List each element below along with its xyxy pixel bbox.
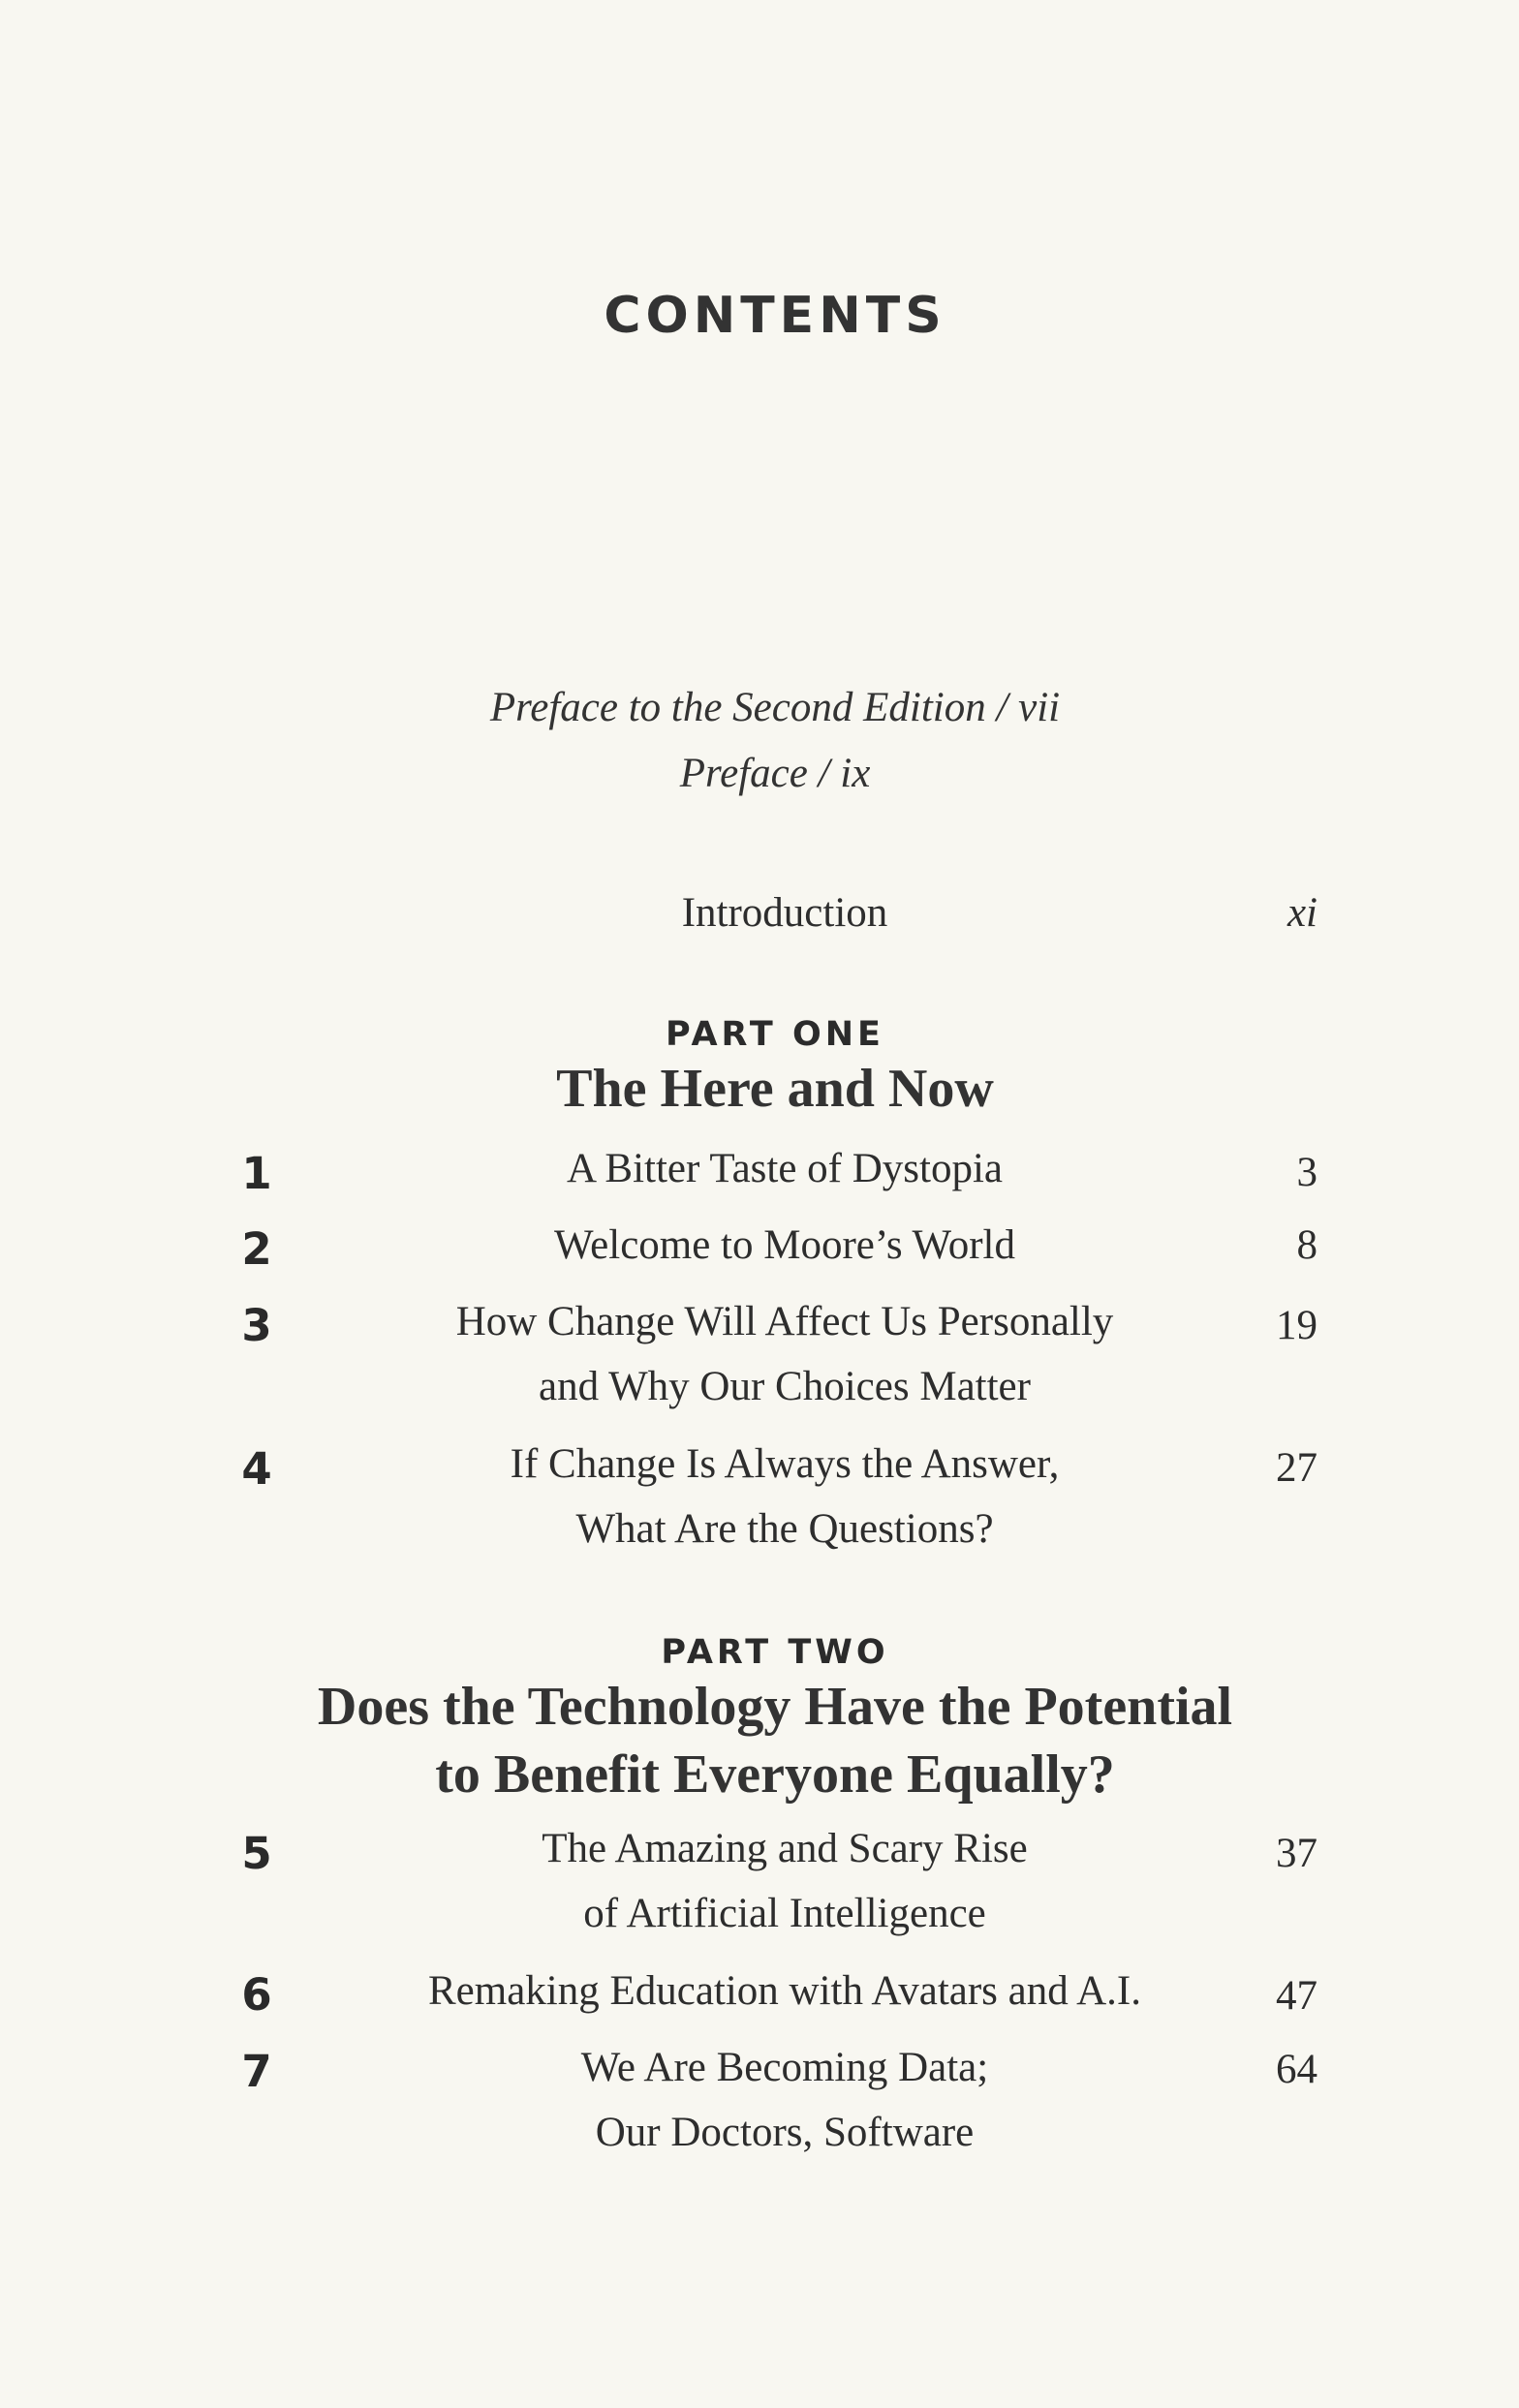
part-one-label: PART ONE [666,1015,884,1054]
preface-second-edition-entry: Preface to the Second Edition / vii [489,685,1061,730]
chapter-5-title-line-2: of Artificial Intelligence [583,1891,986,1936]
part-two-title-line-2: to Benefit Everyone Equally? [435,1744,1115,1805]
chapter-5-number: 5 [241,1828,272,1879]
chapter-5-title-line-1: The Amazing and Scary Rise [542,1826,1028,1871]
chapter-7-title-line-2: Our Doctors, Software [595,2110,975,2155]
chapter-7-page: 64 [1276,2047,1318,2092]
introduction-title: Introduction [681,890,888,936]
chapter-4-title-line-2: What Are the Questions? [575,1506,994,1552]
chapter-3-title-line-2: and Why Our Choices Matter [539,1364,1031,1409]
part-one-title: The Here and Now [556,1059,994,1119]
chapter-7-number: 7 [241,2046,272,2097]
preface-entry: Preface / ix [679,751,871,796]
introduction-page: xi [1286,890,1318,936]
chapter-2-page: 8 [1296,1222,1318,1268]
chapter-1-page: 3 [1296,1150,1318,1195]
page-title: CONTENTS [604,287,946,345]
chapter-5-page: 37 [1276,1831,1318,1876]
chapter-4-number: 4 [241,1443,272,1495]
part-two-title-line-1: Does the Technology Have the Potential [317,1677,1233,1737]
chapter-6-title: Remaking Education with Avatars and A.I. [427,1968,1142,2014]
part-two-label: PART TWO [661,1633,889,1672]
chapter-2-title: Welcome to Moore’s World [554,1222,1015,1268]
chapter-4-page: 27 [1276,1445,1318,1491]
chapter-1-number: 1 [241,1148,272,1199]
chapter-7-title-line-1: We Are Becoming Data; [580,2045,989,2090]
chapter-2-number: 2 [241,1223,272,1275]
chapter-1-title: A Bitter Taste of Dystopia [566,1146,1004,1191]
chapter-3-title-line-1: How Change Will Affect Us Personally [455,1299,1114,1344]
chapter-4-title-line-1: If Change Is Always the Answer, [510,1441,1060,1487]
chapter-3-page: 19 [1276,1303,1318,1348]
chapter-6-page: 47 [1276,1973,1318,2019]
chapter-3-number: 3 [241,1300,272,1351]
chapter-6-number: 6 [241,1969,272,2021]
